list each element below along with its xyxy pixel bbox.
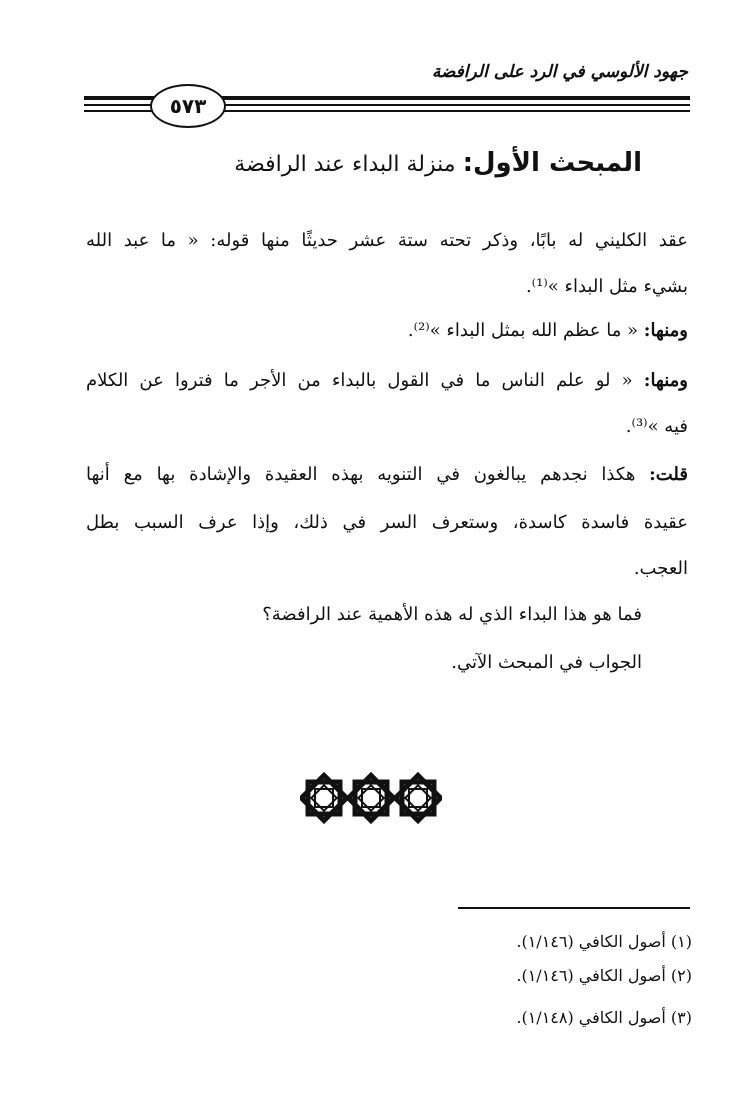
footnote-separator <box>458 907 690 909</box>
body-line: فما هو هذا البداء الذي له هذه الأهمية عند الرافضة؟ <box>262 604 642 625</box>
body-text: هكذا نجدهم يبالغون في التنويه بهذه العقيدة والإشادة بها مع أنها <box>86 464 650 485</box>
eight-point-star-icon <box>395 775 440 820</box>
paragraph-label: ومنها: <box>643 370 688 391</box>
body-line <box>86 464 688 485</box>
body-line: العجب. <box>633 558 688 579</box>
paragraph-label: قلت: <box>649 464 688 485</box>
footnote: (١) أصول الكافي (١/١٤٦). <box>516 932 692 951</box>
paragraph-label: ومنها: <box>643 320 688 341</box>
section-title-lead: المبحث الأول: <box>462 148 642 178</box>
running-header: جهود الألوسي في الرد على الرافضة <box>431 62 688 82</box>
body-line <box>86 370 688 391</box>
body-line: بشيء مثل البداء »⁽¹⁾. <box>525 276 688 297</box>
section-title <box>234 148 642 178</box>
body-line: عقيدة فاسدة كاسدة، وستعرف السر في ذلك، وإذا عرف السبب بطل <box>86 512 688 533</box>
body-line <box>86 320 688 341</box>
body-line: عقد الكليني له بابًا، وذكر تحته ستة عشر حديثًا منها قوله: « ما عبد الله <box>86 230 688 251</box>
page-number-text: ٥٧٣ <box>169 94 207 118</box>
page-number <box>150 84 226 128</box>
section-title-rest: منزلة البداء عند الرافضة <box>234 152 463 177</box>
quoted-text: « ما عظم الله بمثل البداء »⁽²⁾. <box>407 320 644 341</box>
quoted-text: « لو علم الناس ما في القول بالبداء من الأجر ما فتروا عن الكلام <box>86 370 644 391</box>
eight-point-star-icon <box>348 775 393 820</box>
footnote: (٢) أصول الكافي (١/١٤٦). <box>516 966 692 985</box>
footnote: (٣) أصول الكافي (١/١٤٨). <box>516 1008 692 1027</box>
eight-point-star-icon <box>301 775 346 820</box>
ornament-divider <box>300 772 442 824</box>
body-line: الجواب في المبحث الآتي. <box>451 652 642 673</box>
body-line: فيه »⁽³⁾. <box>625 416 688 437</box>
